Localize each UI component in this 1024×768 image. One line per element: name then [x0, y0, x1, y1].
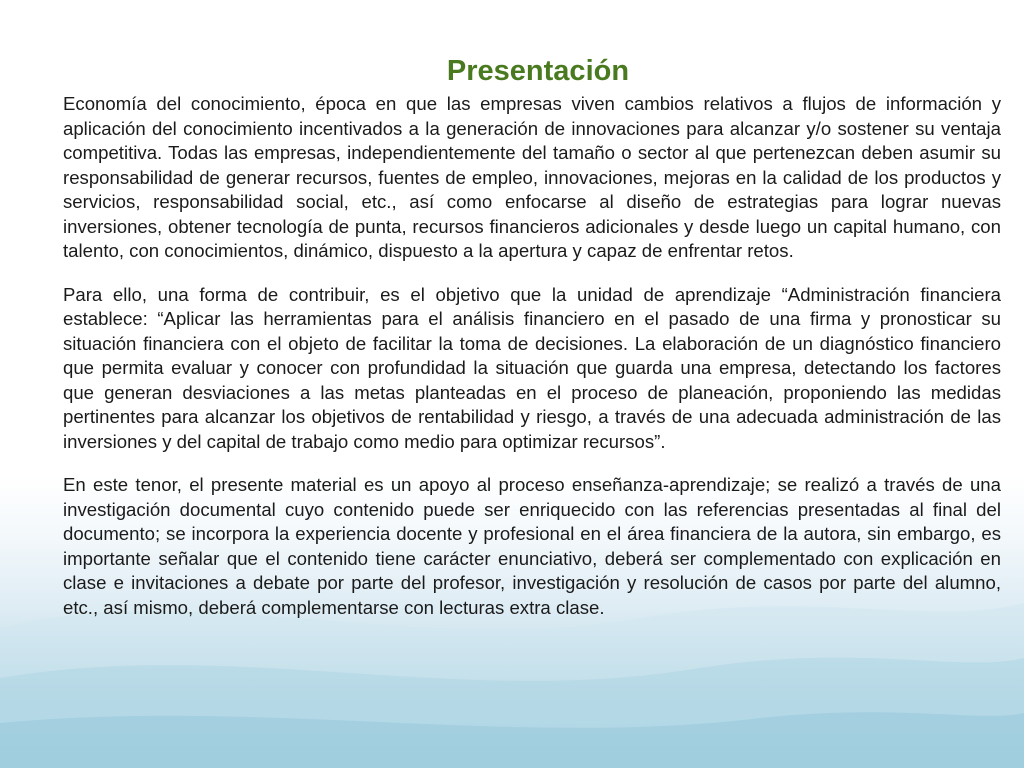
paragraph-1: Economía del conocimiento, época en que las empresas viven cambios relativos a flujos de información y aplicación del conocimiento incentivados a la generación de innovaciones para alcanzar y/o sostener su ventaja competitiva. Todas las empresas, independientemente del tamaño o sector al que pertenezcan deben asumir su responsabilidad de generar recursos, fuentes de empleo, innovaciones, mejoras en la calidad de los productos y servicios, responsabilidad social, etc., así como enfocarse al diseño de estrategias para lograr nuevas inversiones, obtener tecnología de punta, recursos financieros adicionales y desde luego un capital humano, con talento, con conocimientos, dinámico, dispuesto a la apertura y capaz de enfrentar retos. — [63, 93, 1001, 261]
paragraph-2: Para ello, una forma de contribuir, es el objetivo que la unidad de aprendizaje “Administración financiera establece: “Aplicar las herramientas para el análisis financiero en el pasado de una firma y pronosticar su situación financiera con el objeto de facilitar la toma de decisiones. La elaboración de un diagnóstico financiero que permita evaluar y conocer con profundidad la situación que guarda una empresa, detectando los factores que generan desviaciones a las metas planteadas en el proceso de planeación, proponiendo las medidas pertinentes para alcanzar los objetivos de rentabilidad y riesgo, a través de una adecuada administración de las inversiones y del capital de trabajo como medio para optimizar recursos”. — [63, 283, 1001, 452]
slide-title: Presentación — [446, 55, 630, 87]
slide-content — [63, 52, 1001, 639]
paragraph-3: En este tenor, el presente material es un apoyo al proceso enseñanza-aprendizaje; se realizó a través de una investigación documental cuyo contenido puede ser enriquecido con las referencias presentadas al final del documento; se incorpora la experiencia docente y profesional en el área financiera de la autora, sin embargo, es importante señalar que el contenido tiene carácter enunciativo, deberá ser complementado con explicación en clase e invitaciones a debate por parte del profesor, investigación y resolución de casos por parte del alumno, etc., así mismo, deberá complementarse con lecturas extra clase. — [63, 474, 1001, 618]
